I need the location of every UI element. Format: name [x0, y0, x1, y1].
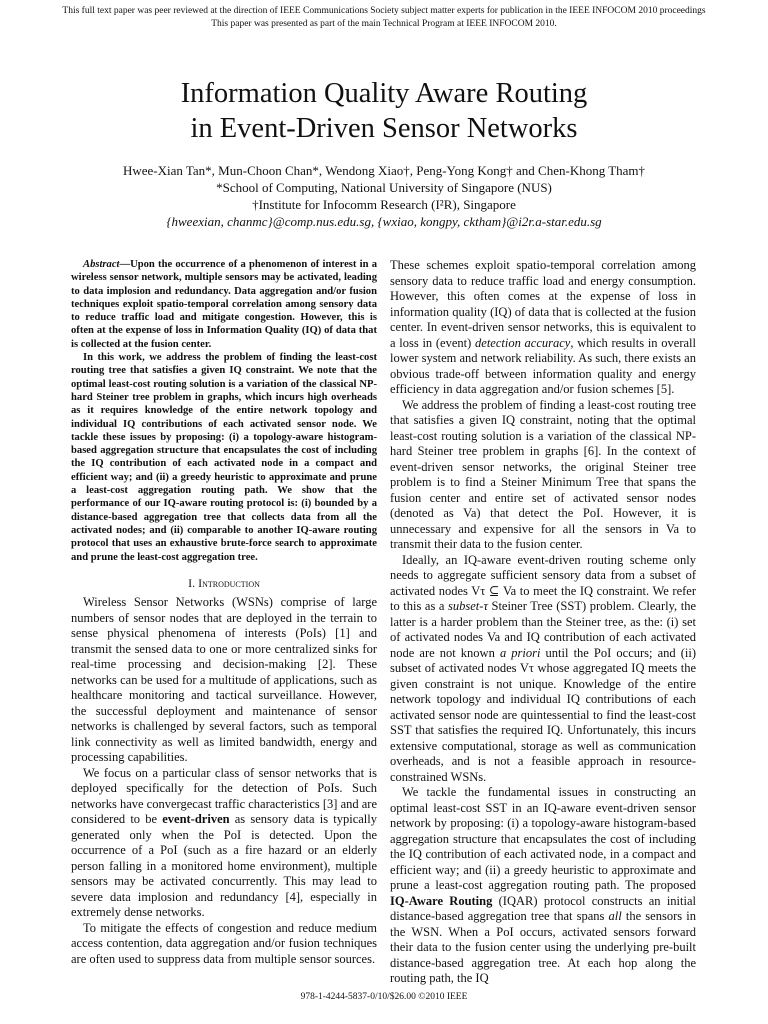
title-line-2: in Event-Driven Sensor Networks [190, 113, 578, 144]
intro-paragraph-3: To mitigate the effects of congestion and reduce medium access contention, data aggregation and/or fusion techniques are often used to suppress data from multiple sensor sources. [71, 920, 377, 966]
author-emails: {hweexian, chanmc}@comp.nus.edu.sg, {wxiao, kongpy, cktham}@i2r.a-star.edu.sg [166, 214, 602, 229]
title-line-1: Information Quality Aware Routing [180, 78, 588, 109]
left-column [71, 258, 377, 967]
abstract-paragraph-2: In this work, we address the problem of finding the least-cost routing tree that satisfies a given IQ constraint. We note that the optimal least-cost routing solution is a variation of the classical NP-hard Steiner tree problem in graphs, which incurs high overheads as it requires knowledge of the entire network topology and individual IQ contributions of each activated sensor node. We tackle these issues by proposing: (i) a topology-aware histogram-based aggregation structure that encapsulates the cost of including the IQ contribution of each activated node in a compact and efficient way; and (ii) a greedy heuristic to approximate and prune a least-cost aggregation routing path. We show that the performance of our IQ-aware routing protocol is: (i) bounded by a distance-based aggregation tree that collects data from all the activated nodes; and (ii) comparable to another IQ-aware routing protocol that uses an exhaustive brute-force search to approximate and prune the least-cost aggregation tree. [71, 352, 377, 563]
author-names: Hwee-Xian Tan*, Mun-Choon Chan*, Wendong Xiao†, Peng-Yong Kong† and Chen-Khong Tham† [122, 163, 646, 178]
right-paragraph-3: Ideally, an IQ-aware event-driven routing scheme only needs to aggregate sufficient sensory data from a subset of activated nodes Vτ ⊆ Va to meet the IQ constraint. We refer to this as a subset-τ Steiner Tree (SST) problem. Clearly, the latter is a harder problem than the Steiner tree, as the: (i) set of activated nodes Va and IQ contribution of each activated node are not known a priori until the PoI occurs; and (ii) subset of activated nodes Vτ whose aggregated IQ meets the given constraint is not unique. Knowledge of the entire network topology and individual IQ contributions of each activated sensor node are quintessential to find the least-cost SST that satisfies the required IQ. Unfortunately, this incurs extensive computational, storage as well as communication overheads, and is not a feasible approach in resource-constrained WSNs. [390, 552, 696, 784]
intro-paragraph-1: Wireless Sensor Networks (WSNs) comprise of large numbers of sensor nodes that are deployed in the terrain to sense physical phenomena of interests (PoIs) [1] and transmit the sensed data to one or more centralized sinks for real-time processing and decision-making [2]. These networks can be used for a multitude of applications, such as healthcare monitoring and tactical surveillance. However, the successful deployment and maintenance of sensor networks is challenged by several factors, such as temporal link connectivity as well as limited bandwidth, energy and processing capabilities. [71, 595, 377, 765]
copyright-footer: 978-1-4244-5837-0/10/$26.00 ©2010 IEEE [300, 992, 468, 1002]
right-paragraph-1: These schemes exploit spatio-temporal correlation among sensory data to reduce traffic load and energy consumption. However, this often comes at the expense of loss in information quality (IQ) of data that is collected at the fusion center. In event-driven sensor networks, this is equivalent to a loss in (event) detection accuracy, which results in overall lower system and network reliability. As such, there exists an obvious trade-off between information quality and energy efficiency in data aggregation and/or fusion schemes [5]. [390, 258, 696, 396]
affiliation-nus: *School of Computing, National University of Singapore (NUS) [216, 180, 552, 195]
proceedings-notice [0, 5, 768, 30]
author-block [0, 162, 768, 230]
abstract [71, 258, 377, 564]
abstract-paragraph-1: Abstract—Upon the occurrence of a phenomenon of interest in a wireless sensor network, multiple sensors may be activated, leading to data implosion and redundancy. Data aggregation and/or fusion techniques exploit spatio-temporal correlation among sensory data to reduce traffic load and mitigate congestion. However, this is often at the expense of loss in Information Quality (IQ) of data that is collected at the fusion center. [71, 259, 377, 350]
affiliation-i2r: †Institute for Infocomm Research (I²R), Singapore [252, 197, 516, 212]
right-paragraph-2: We address the problem of finding a least-cost routing tree that satisfies a given IQ constraint, noting that the optimal least-cost routing solution is a variation of the classical NP-hard Steiner tree problem in graphs [6]. In the context of event-driven sensor networks, the original Steiner tree problem is to find a Steiner Minimum Tree that spans the fusion center and entire set of activated sensor nodes (denoted as Va) that detect the PoI. However, it is unnecessary and expensive for all the sensors in Va to transmit their data to the fusion center. [390, 397, 696, 551]
right-column [390, 258, 696, 987]
abstract-label: Abstract [83, 259, 120, 270]
paper-title [0, 76, 768, 146]
right-paragraph-4: We tackle the fundamental issues in constructing an optimal least-cost SST in an IQ-aware event-driven sensor network by proposing: (i) a topology-aware histogram-based aggregation structure that encapsulates the cost of including the IQ contribution of each activated node, in a compact and efficient way; and (ii) a greedy heuristic to approximate and prune a least-cost aggregation routing path. The proposed IQ-Aware Routing (IQAR) protocol constructs an initial distance-based aggregation tree that spans all the sensors in the WSN. When a PoI occurs, activated sensors forward their data to the fusion center using the underlying pre-built distance-based aggregation tree. At each hop along the routing path, the IQ [390, 785, 696, 985]
intro-paragraph-2: We focus on a particular class of sensor networks that is deployed specifically for the detection of PoIs. Such networks have convergecast traffic characteristics [3] and are considered to be event-driven as sensory data is typically generated only when the PoI is detected. Upon the occurrence of a PoI (such as a fire hazard or an elderly person falling in a monitored home environment), multiple sensors may be activated concurrently. This may lead to severe data implosion and redundancy [4], especially in extremely dense networks. [71, 765, 377, 920]
section-heading-introduction: I. Introduction [188, 575, 260, 590]
notice-line-1: This full text paper was peer reviewed at the direction of IEEE Communications Society subject matter experts for publication in the IEEE INFOCOM 2010 proceedings [62, 6, 706, 16]
notice-line-2: This paper was presented as part of the main Technical Program at IEEE INFOCOM 2010. [211, 18, 557, 29]
